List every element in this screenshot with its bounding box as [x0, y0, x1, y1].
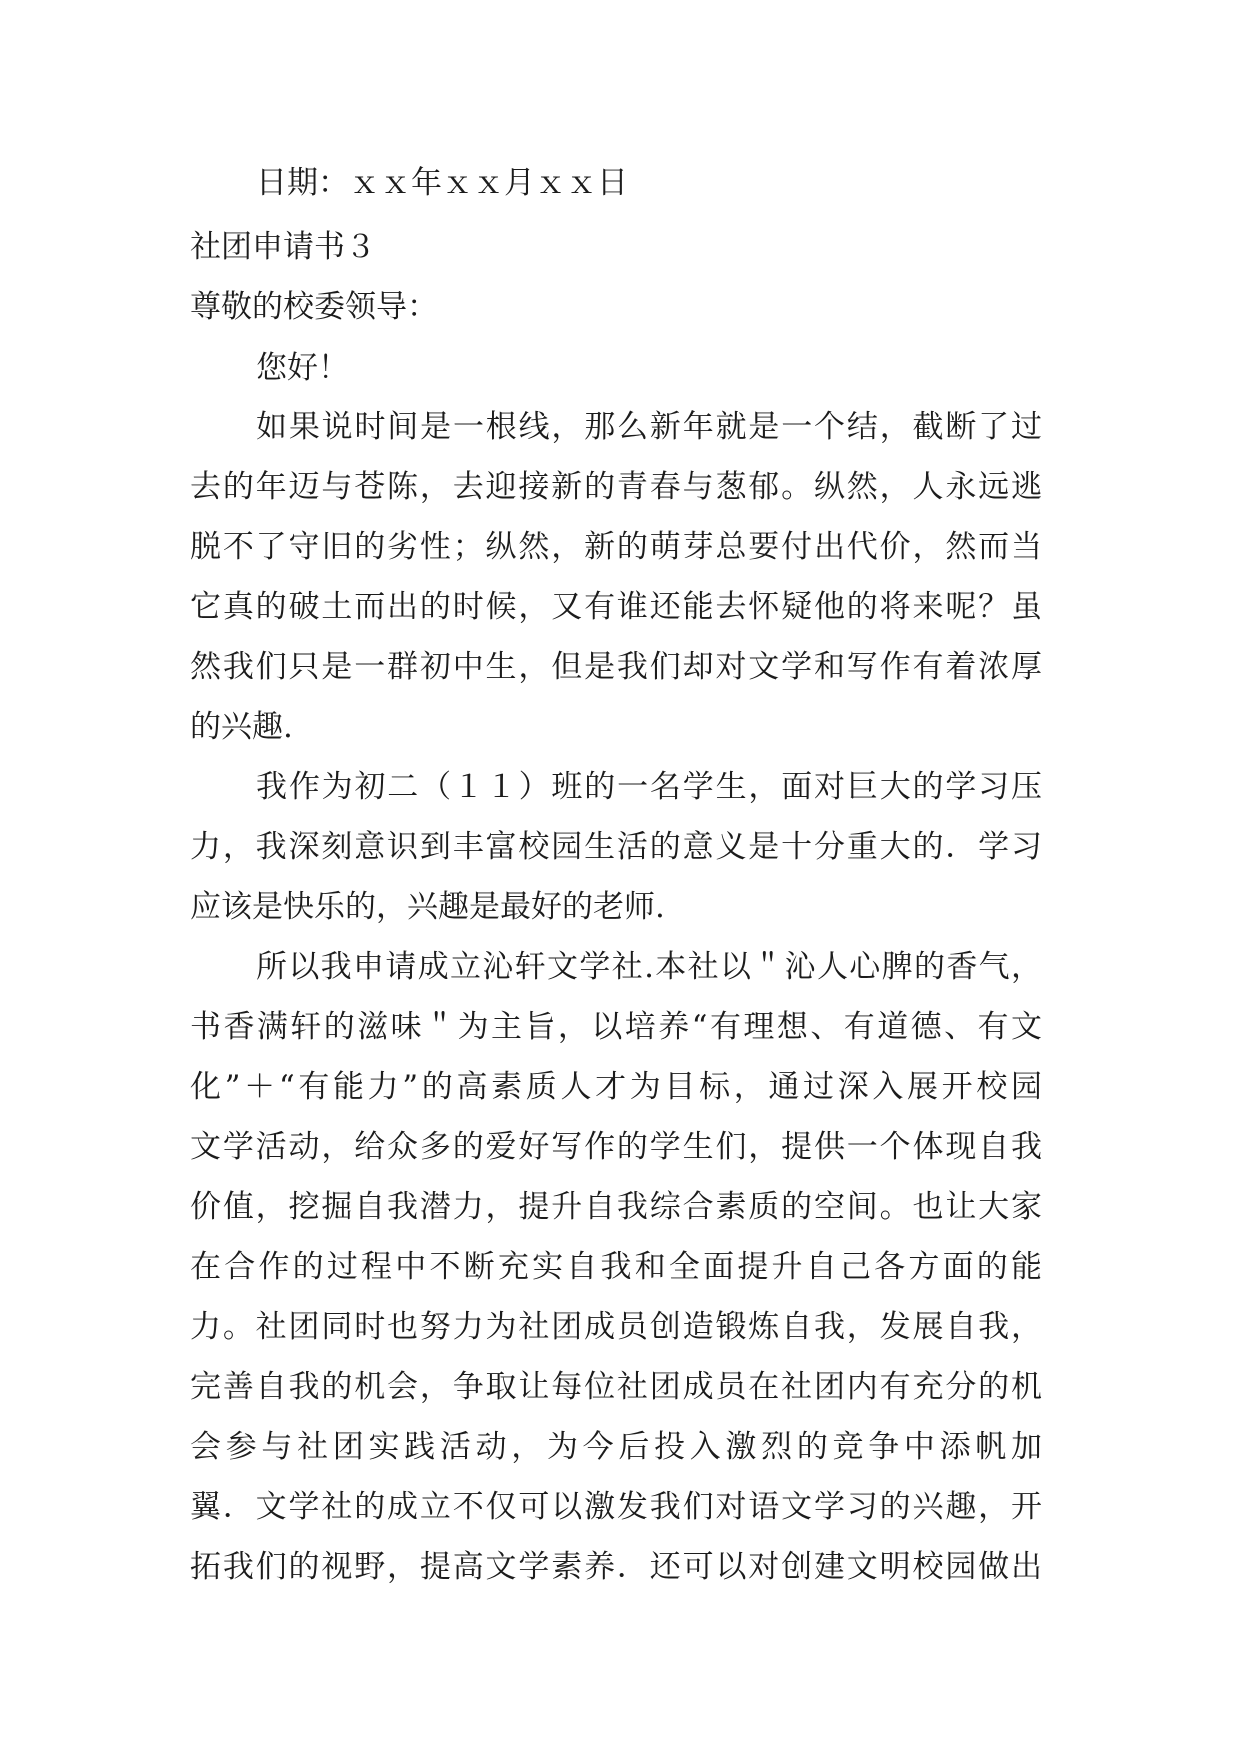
paragraph-line: 书香满轩的滋味＂为主旨，以培养“有理想、有道德、有文: [190, 1009, 1042, 1045]
paragraph-line: 的兴趣.: [190, 709, 293, 745]
paragraph-line: 拓我们的视野，提高文学素养．还可以对创建文明校园做出: [190, 1549, 1042, 1585]
paragraph-line: 所以我申请成立沁轩文学社.本社以＂沁人心脾的香气，: [256, 949, 1042, 985]
paragraph-line: 应该是快乐的，兴趣是最好的老师.: [190, 889, 665, 925]
paragraph-line: 它真的破土而出的时候，又有谁还能去怀疑他的将来呢？虽: [190, 589, 1042, 625]
paragraph-line: 会参与社团实践活动，为今后投入激烈的竞争中添帆加: [190, 1429, 1042, 1465]
date-line: 日期：ｘｘ年ｘｘ月ｘｘ日: [256, 165, 628, 201]
paragraph-line: 化”＋“有能力”的高素质人才为目标，通过深入展开校园: [190, 1069, 1042, 1105]
salutation: 尊敬的校委领导：: [190, 289, 438, 325]
paragraph-line: 翼．文学社的成立不仅可以激发我们对语文学习的兴趣，开: [190, 1489, 1042, 1525]
paragraph-line: 我作为初二（１１）班的一名学生，面对巨大的学习压: [256, 769, 1042, 805]
document-heading: 社团申请书３: [190, 229, 376, 265]
paragraph-line: 然我们只是一群初中生，但是我们却对文学和写作有着浓厚: [190, 649, 1042, 685]
paragraph-line: 力，我深刻意识到丰富校园生活的意义是十分重大的．学习: [190, 829, 1042, 865]
paragraph-line: 价值，挖掘自我潜力，提升自我综合素质的空间。也让大家: [190, 1189, 1042, 1225]
paragraph-line: 如果说时间是一根线，那么新年就是一个结，截断了过: [256, 409, 1042, 445]
greeting: 您好！: [256, 350, 349, 386]
paragraph-line: 脱不了守旧的劣性；纵然，新的萌芽总要付出代价，然而当: [190, 529, 1042, 565]
paragraph-line: 去的年迈与苍陈，去迎接新的青春与葱郁。纵然，人永远逃: [190, 469, 1042, 505]
paragraph-line: 完善自我的机会，争取让每位社团成员在社团内有充分的机: [190, 1369, 1042, 1405]
paragraph-line: 文学活动，给众多的爱好写作的学生们，提供一个体现自我: [190, 1129, 1042, 1165]
paragraph-line: 力。社团同时也努力为社团成员创造锻炼自我，发展自我，: [190, 1309, 1042, 1345]
paragraph-line: 在合作的过程中不断充实自我和全面提升自己各方面的能: [190, 1249, 1042, 1285]
